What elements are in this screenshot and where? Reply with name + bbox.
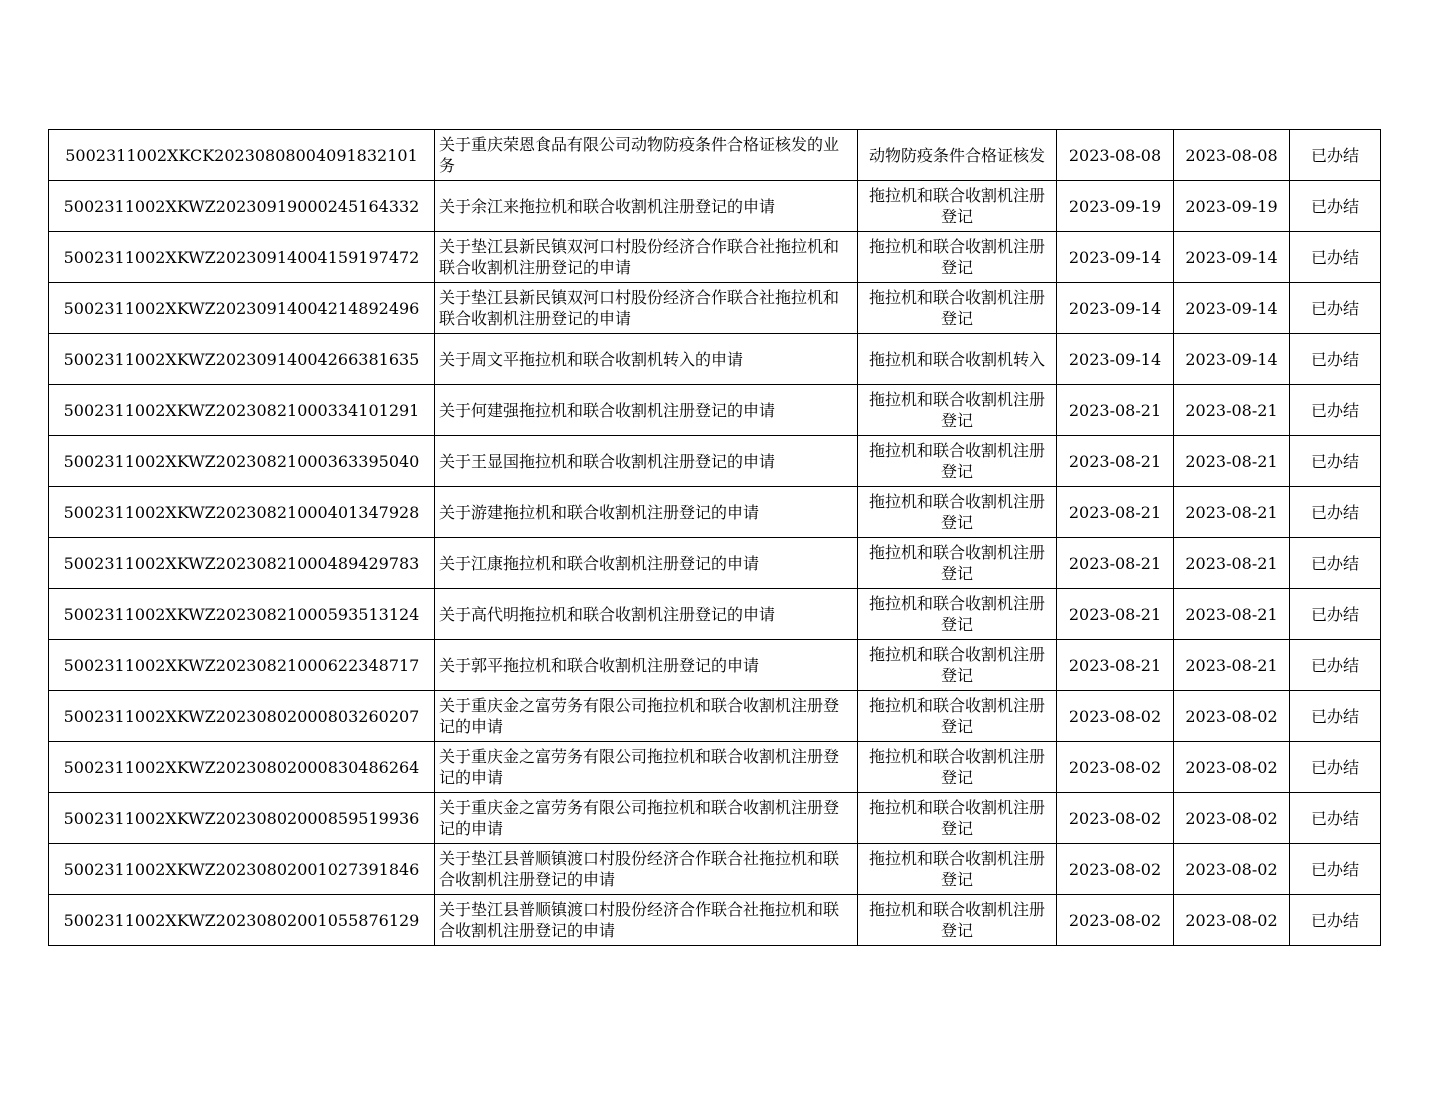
case-number-cell: 5002311002XKWZ20230802000859519936	[49, 793, 435, 844]
status-cell: 已办结	[1290, 589, 1381, 640]
service-type-cell: 拖拉机和联合收割机注册登记	[858, 385, 1057, 436]
table-row	[49, 640, 1381, 691]
service-type-cell: 拖拉机和联合收割机注册登记	[858, 691, 1057, 742]
service-type-cell: 拖拉机和联合收割机注册登记	[858, 742, 1057, 793]
case-title-cell: 关于重庆金之富劳务有限公司拖拉机和联合收割机注册登记的申请	[435, 742, 858, 793]
case-title-cell: 关于余江来拖拉机和联合收割机注册登记的申请	[435, 181, 858, 232]
service-type-cell: 拖拉机和联合收割机注册登记	[858, 895, 1057, 946]
table-row	[49, 130, 1381, 181]
case-title-cell: 关于周文平拖拉机和联合收割机转入的申请	[435, 334, 858, 385]
table-row	[49, 793, 1381, 844]
accepted-date-cell: 2023-08-21	[1057, 640, 1174, 691]
table-row	[49, 538, 1381, 589]
case-title-cell: 关于郭平拖拉机和联合收割机注册登记的申请	[435, 640, 858, 691]
table-row	[49, 181, 1381, 232]
case-number-cell: 5002311002XKWZ20230821000489429783	[49, 538, 435, 589]
case-number-cell: 5002311002XKWZ20230802001027391846	[49, 844, 435, 895]
case-title-cell: 关于垫江县普顺镇渡口村股份经济合作联合社拖拉机和联合收割机注册登记的申请	[435, 844, 858, 895]
completed-date-cell: 2023-08-21	[1174, 385, 1290, 436]
service-type-cell: 动物防疫条件合格证核发	[858, 130, 1057, 181]
service-type-cell: 拖拉机和联合收割机注册登记	[858, 538, 1057, 589]
accepted-date-cell: 2023-08-02	[1057, 742, 1174, 793]
case-title-cell: 关于垫江县新民镇双河口村股份经济合作联合社拖拉机和联合收割机注册登记的申请	[435, 232, 858, 283]
case-title-cell: 关于王显国拖拉机和联合收割机注册登记的申请	[435, 436, 858, 487]
table-row	[49, 283, 1381, 334]
accepted-date-cell: 2023-09-14	[1057, 232, 1174, 283]
status-cell: 已办结	[1290, 895, 1381, 946]
accepted-date-cell: 2023-09-14	[1057, 334, 1174, 385]
case-number-cell: 5002311002XKWZ20230821000593513124	[49, 589, 435, 640]
case-title-cell: 关于江康拖拉机和联合收割机注册登记的申请	[435, 538, 858, 589]
case-number-cell: 5002311002XKWZ20230821000622348717	[49, 640, 435, 691]
accepted-date-cell: 2023-08-21	[1057, 538, 1174, 589]
table-row	[49, 385, 1381, 436]
completed-date-cell: 2023-08-21	[1174, 487, 1290, 538]
accepted-date-cell: 2023-08-21	[1057, 589, 1174, 640]
status-cell: 已办结	[1290, 130, 1381, 181]
accepted-date-cell: 2023-08-08	[1057, 130, 1174, 181]
status-cell: 已办结	[1290, 181, 1381, 232]
service-type-cell: 拖拉机和联合收割机注册登记	[858, 232, 1057, 283]
case-number-cell: 5002311002XKWZ20230914004214892496	[49, 283, 435, 334]
accepted-date-cell: 2023-08-02	[1057, 793, 1174, 844]
case-title-cell: 关于重庆金之富劳务有限公司拖拉机和联合收割机注册登记的申请	[435, 793, 858, 844]
table-row	[49, 691, 1381, 742]
accepted-date-cell: 2023-08-21	[1057, 487, 1174, 538]
completed-date-cell: 2023-09-14	[1174, 283, 1290, 334]
completed-date-cell: 2023-09-14	[1174, 334, 1290, 385]
case-title-cell: 关于高代明拖拉机和联合收割机注册登记的申请	[435, 589, 858, 640]
case-number-cell: 5002311002XKWZ20230802000830486264	[49, 742, 435, 793]
service-type-cell: 拖拉机和联合收割机注册登记	[858, 793, 1057, 844]
accepted-date-cell: 2023-09-19	[1057, 181, 1174, 232]
status-cell: 已办结	[1290, 232, 1381, 283]
service-type-cell: 拖拉机和联合收割机转入	[858, 334, 1057, 385]
completed-date-cell: 2023-09-14	[1174, 232, 1290, 283]
completed-date-cell: 2023-08-21	[1174, 589, 1290, 640]
table-row	[49, 436, 1381, 487]
service-type-cell: 拖拉机和联合收割机注册登记	[858, 487, 1057, 538]
case-title-cell: 关于垫江县新民镇双河口村股份经济合作联合社拖拉机和联合收割机注册登记的申请	[435, 283, 858, 334]
service-type-cell: 拖拉机和联合收割机注册登记	[858, 283, 1057, 334]
records-table	[48, 129, 1381, 946]
service-type-cell: 拖拉机和联合收割机注册登记	[858, 436, 1057, 487]
case-number-cell: 5002311002XKWZ20230802000803260207	[49, 691, 435, 742]
status-cell: 已办结	[1290, 793, 1381, 844]
case-number-cell: 5002311002XKWZ20230914004159197472	[49, 232, 435, 283]
completed-date-cell: 2023-08-02	[1174, 895, 1290, 946]
completed-date-cell: 2023-08-21	[1174, 538, 1290, 589]
table-row	[49, 844, 1381, 895]
service-type-cell: 拖拉机和联合收割机注册登记	[858, 589, 1057, 640]
status-cell: 已办结	[1290, 283, 1381, 334]
completed-date-cell: 2023-08-02	[1174, 844, 1290, 895]
records-table-body	[49, 130, 1381, 946]
case-title-cell: 关于何建强拖拉机和联合收割机注册登记的申请	[435, 385, 858, 436]
service-type-cell: 拖拉机和联合收割机注册登记	[858, 844, 1057, 895]
case-number-cell: 5002311002XKCK20230808004091832101	[49, 130, 435, 181]
service-type-cell: 拖拉机和联合收割机注册登记	[858, 640, 1057, 691]
table-row	[49, 334, 1381, 385]
completed-date-cell: 2023-08-02	[1174, 742, 1290, 793]
completed-date-cell: 2023-08-02	[1174, 691, 1290, 742]
case-number-cell: 5002311002XKWZ20230919000245164332	[49, 181, 435, 232]
accepted-date-cell: 2023-08-21	[1057, 385, 1174, 436]
case-number-cell: 5002311002XKWZ20230821000334101291	[49, 385, 435, 436]
table-row	[49, 232, 1381, 283]
status-cell: 已办结	[1290, 436, 1381, 487]
accepted-date-cell: 2023-08-02	[1057, 691, 1174, 742]
accepted-date-cell: 2023-09-14	[1057, 283, 1174, 334]
case-number-cell: 5002311002XKWZ20230802001055876129	[49, 895, 435, 946]
completed-date-cell: 2023-08-02	[1174, 793, 1290, 844]
status-cell: 已办结	[1290, 385, 1381, 436]
case-title-cell: 关于垫江县普顺镇渡口村股份经济合作联合社拖拉机和联合收割机注册登记的申请	[435, 895, 858, 946]
status-cell: 已办结	[1290, 691, 1381, 742]
accepted-date-cell: 2023-08-21	[1057, 436, 1174, 487]
status-cell: 已办结	[1290, 538, 1381, 589]
table-row	[49, 487, 1381, 538]
case-number-cell: 5002311002XKWZ20230914004266381635	[49, 334, 435, 385]
table-row	[49, 895, 1381, 946]
accepted-date-cell: 2023-08-02	[1057, 844, 1174, 895]
status-cell: 已办结	[1290, 487, 1381, 538]
document-sheet	[48, 129, 1380, 946]
table-row	[49, 589, 1381, 640]
completed-date-cell: 2023-08-21	[1174, 640, 1290, 691]
accepted-date-cell: 2023-08-02	[1057, 895, 1174, 946]
status-cell: 已办结	[1290, 334, 1381, 385]
case-number-cell: 5002311002XKWZ20230821000363395040	[49, 436, 435, 487]
status-cell: 已办结	[1290, 640, 1381, 691]
case-number-cell: 5002311002XKWZ20230821000401347928	[49, 487, 435, 538]
completed-date-cell: 2023-08-08	[1174, 130, 1290, 181]
service-type-cell: 拖拉机和联合收割机注册登记	[858, 181, 1057, 232]
completed-date-cell: 2023-09-19	[1174, 181, 1290, 232]
status-cell: 已办结	[1290, 844, 1381, 895]
case-title-cell: 关于重庆荣恩食品有限公司动物防疫条件合格证核发的业务	[435, 130, 858, 181]
case-title-cell: 关于重庆金之富劳务有限公司拖拉机和联合收割机注册登记的申请	[435, 691, 858, 742]
table-row	[49, 742, 1381, 793]
status-cell: 已办结	[1290, 742, 1381, 793]
completed-date-cell: 2023-08-21	[1174, 436, 1290, 487]
case-title-cell: 关于游建拖拉机和联合收割机注册登记的申请	[435, 487, 858, 538]
